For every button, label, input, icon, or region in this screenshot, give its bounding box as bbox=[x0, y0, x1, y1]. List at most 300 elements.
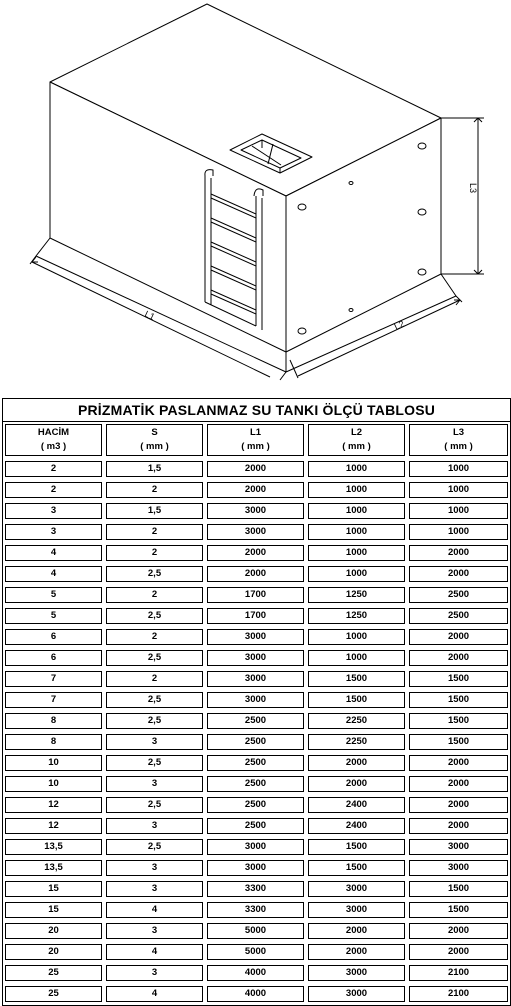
cell-value: 2400 bbox=[308, 797, 405, 813]
cell-value: 2500 bbox=[207, 755, 304, 771]
cell-value: 1,5 bbox=[106, 503, 203, 519]
table-row bbox=[3, 900, 510, 921]
table-cell bbox=[407, 459, 510, 480]
cell-value: 1500 bbox=[308, 671, 405, 687]
cell-value: 3000 bbox=[207, 671, 304, 687]
cell-value: 2000 bbox=[207, 482, 304, 498]
cell-value: 2500 bbox=[409, 608, 508, 624]
table-cell bbox=[306, 690, 407, 711]
table-cell bbox=[407, 963, 510, 984]
column-header-unit: ( m3 ) bbox=[40, 441, 67, 452]
cell-value: 3 bbox=[5, 503, 102, 519]
table-row bbox=[3, 942, 510, 963]
table-cell bbox=[306, 753, 407, 774]
cell-value: 12 bbox=[5, 818, 102, 834]
cell-value: 3000 bbox=[207, 650, 304, 666]
cell-value: 3 bbox=[106, 818, 203, 834]
cell-value: 2500 bbox=[207, 734, 304, 750]
table-cell bbox=[407, 816, 510, 837]
cell-value: 1500 bbox=[409, 881, 508, 897]
table-cell bbox=[104, 942, 205, 963]
cell-value: 2 bbox=[5, 482, 102, 498]
table-cell bbox=[306, 837, 407, 858]
cell-value: 2,5 bbox=[106, 650, 203, 666]
cell-value: 15 bbox=[5, 902, 102, 918]
table-cell bbox=[205, 900, 306, 921]
column-header-name: L2 bbox=[350, 427, 363, 438]
cell-value: 10 bbox=[5, 776, 102, 792]
table-cell bbox=[407, 984, 510, 1005]
column-header bbox=[306, 422, 407, 459]
table-cell bbox=[205, 711, 306, 732]
table-row bbox=[3, 753, 510, 774]
table-cell bbox=[104, 480, 205, 501]
table-cell bbox=[104, 900, 205, 921]
table-cell bbox=[104, 879, 205, 900]
table-cell bbox=[306, 732, 407, 753]
column-header bbox=[205, 422, 306, 459]
cell-value: 3000 bbox=[207, 503, 304, 519]
table-cell bbox=[3, 795, 104, 816]
cell-value: 3 bbox=[106, 734, 203, 750]
cell-value: 1500 bbox=[409, 671, 508, 687]
table-cell bbox=[3, 837, 104, 858]
cell-value: 2000 bbox=[308, 776, 405, 792]
cell-value: 2000 bbox=[409, 650, 508, 666]
table-cell bbox=[104, 816, 205, 837]
column-header-unit: ( mm ) bbox=[241, 441, 270, 452]
cell-value: 6 bbox=[5, 629, 102, 645]
cell-value: 4 bbox=[106, 944, 203, 960]
tank-drawing bbox=[0, 0, 511, 395]
cell-value: 20 bbox=[5, 923, 102, 939]
table-cell bbox=[306, 459, 407, 480]
table-cell bbox=[205, 627, 306, 648]
table-cell bbox=[306, 900, 407, 921]
table-cell bbox=[3, 900, 104, 921]
cell-value: 3000 bbox=[207, 860, 304, 876]
table-cell bbox=[306, 543, 407, 564]
cell-value: 15 bbox=[5, 881, 102, 897]
cell-value: 5000 bbox=[207, 944, 304, 960]
column-header-name: L1 bbox=[249, 427, 262, 438]
table-row bbox=[3, 648, 510, 669]
table-cell bbox=[205, 522, 306, 543]
table-cell bbox=[3, 606, 104, 627]
cell-value: 1000 bbox=[308, 650, 405, 666]
cell-value: 2,5 bbox=[106, 713, 203, 729]
cell-value: 2500 bbox=[207, 818, 304, 834]
table-row bbox=[3, 501, 510, 522]
label-l2: L2 bbox=[392, 318, 406, 332]
table-cell bbox=[205, 585, 306, 606]
table-cell bbox=[205, 564, 306, 585]
cell-value: 4000 bbox=[207, 986, 304, 1002]
table-row bbox=[3, 774, 510, 795]
table-cell bbox=[3, 711, 104, 732]
cell-value: 2500 bbox=[409, 587, 508, 603]
table-cell bbox=[104, 564, 205, 585]
table-cell bbox=[104, 753, 205, 774]
table-cell bbox=[407, 648, 510, 669]
column-header bbox=[3, 422, 104, 459]
cell-value: 2500 bbox=[207, 797, 304, 813]
table-cell bbox=[104, 648, 205, 669]
cell-value: 2250 bbox=[308, 713, 405, 729]
table-cell bbox=[407, 606, 510, 627]
table-cell bbox=[3, 501, 104, 522]
table-cell bbox=[306, 564, 407, 585]
cell-value: 3000 bbox=[308, 881, 405, 897]
cell-value: 3 bbox=[106, 776, 203, 792]
table-cell bbox=[205, 606, 306, 627]
table-cell bbox=[306, 858, 407, 879]
table-row bbox=[3, 963, 510, 984]
table-row bbox=[3, 543, 510, 564]
cell-value: 1000 bbox=[308, 503, 405, 519]
table-cell bbox=[205, 690, 306, 711]
table-cell bbox=[306, 921, 407, 942]
table-cell bbox=[205, 858, 306, 879]
cell-value: 20 bbox=[5, 944, 102, 960]
cell-value: 2 bbox=[106, 524, 203, 540]
table-cell bbox=[205, 921, 306, 942]
cell-value: 1000 bbox=[308, 545, 405, 561]
column-header-name: HACİM bbox=[37, 427, 70, 438]
table-cell bbox=[3, 816, 104, 837]
cell-value: 2000 bbox=[409, 755, 508, 771]
cell-value: 1000 bbox=[409, 482, 508, 498]
cell-value: 2250 bbox=[308, 734, 405, 750]
table-row bbox=[3, 921, 510, 942]
table-cell bbox=[306, 648, 407, 669]
table-cell bbox=[104, 795, 205, 816]
cell-value: 1000 bbox=[308, 482, 405, 498]
table-cell bbox=[3, 984, 104, 1005]
cell-value: 5000 bbox=[207, 923, 304, 939]
table-cell bbox=[3, 942, 104, 963]
table-cell bbox=[205, 648, 306, 669]
table-cell bbox=[306, 627, 407, 648]
table-cell bbox=[306, 480, 407, 501]
cell-value: 1500 bbox=[409, 902, 508, 918]
table-cell bbox=[3, 522, 104, 543]
table-cell bbox=[407, 795, 510, 816]
table-cell bbox=[306, 984, 407, 1005]
table-cell bbox=[306, 816, 407, 837]
table-cell bbox=[3, 564, 104, 585]
table-cell bbox=[3, 627, 104, 648]
table-cell bbox=[3, 480, 104, 501]
table-cell bbox=[3, 858, 104, 879]
cell-value: 3000 bbox=[308, 986, 405, 1002]
cell-value: 12 bbox=[5, 797, 102, 813]
cell-value: 3000 bbox=[207, 629, 304, 645]
table-cell bbox=[205, 732, 306, 753]
cell-value: 2 bbox=[106, 587, 203, 603]
table-cell bbox=[3, 648, 104, 669]
table-cell bbox=[407, 942, 510, 963]
column-header-unit: ( mm ) bbox=[140, 441, 169, 452]
cell-value: 2000 bbox=[207, 461, 304, 477]
cell-value: 3000 bbox=[409, 860, 508, 876]
cell-value: 2000 bbox=[207, 545, 304, 561]
table-cell bbox=[3, 963, 104, 984]
cell-value: 4 bbox=[5, 545, 102, 561]
cell-value: 1000 bbox=[409, 524, 508, 540]
cell-value: 2000 bbox=[308, 923, 405, 939]
cell-value: 3000 bbox=[308, 902, 405, 918]
table-cell bbox=[104, 963, 205, 984]
cell-value: 2000 bbox=[409, 923, 508, 939]
table-cell bbox=[205, 879, 306, 900]
table-cell bbox=[407, 753, 510, 774]
table-cell bbox=[104, 921, 205, 942]
table-cell bbox=[205, 984, 306, 1005]
table-row bbox=[3, 564, 510, 585]
table-cell bbox=[3, 459, 104, 480]
table-row bbox=[3, 480, 510, 501]
cell-value: 1500 bbox=[409, 713, 508, 729]
table-cell bbox=[205, 795, 306, 816]
table-row bbox=[3, 459, 510, 480]
column-header bbox=[104, 422, 205, 459]
table-cell bbox=[104, 543, 205, 564]
cell-value: 10 bbox=[5, 755, 102, 771]
cell-value: 5 bbox=[5, 608, 102, 624]
table-cell bbox=[306, 711, 407, 732]
cell-value: 3 bbox=[106, 860, 203, 876]
cell-value: 1000 bbox=[308, 461, 405, 477]
table-cell bbox=[407, 711, 510, 732]
cell-value: 2,5 bbox=[106, 566, 203, 582]
table-cell bbox=[104, 501, 205, 522]
table-cell bbox=[3, 669, 104, 690]
cell-value: 2,5 bbox=[106, 755, 203, 771]
table-cell bbox=[407, 774, 510, 795]
cell-value: 4 bbox=[106, 902, 203, 918]
table-row bbox=[3, 606, 510, 627]
table-cell bbox=[104, 732, 205, 753]
table-cell bbox=[205, 501, 306, 522]
table-cell bbox=[306, 606, 407, 627]
cell-value: 2000 bbox=[409, 776, 508, 792]
table-cell bbox=[104, 669, 205, 690]
table-cell bbox=[306, 501, 407, 522]
table-cell bbox=[104, 690, 205, 711]
table-cell bbox=[407, 501, 510, 522]
cell-value: 2400 bbox=[308, 818, 405, 834]
cell-value: 2500 bbox=[207, 713, 304, 729]
table-row bbox=[3, 732, 510, 753]
cell-value: 2000 bbox=[308, 944, 405, 960]
table-cell bbox=[407, 921, 510, 942]
cell-value: 1500 bbox=[409, 692, 508, 708]
cell-value: 1500 bbox=[409, 734, 508, 750]
cell-value: 3000 bbox=[207, 524, 304, 540]
cell-value: 3 bbox=[106, 965, 203, 981]
table-cell bbox=[407, 732, 510, 753]
cell-value: 3 bbox=[106, 923, 203, 939]
table-row bbox=[3, 858, 510, 879]
table-cell bbox=[205, 963, 306, 984]
table-cell bbox=[407, 627, 510, 648]
column-header-name: S bbox=[151, 427, 158, 438]
cell-value: 8 bbox=[5, 734, 102, 750]
table-cell bbox=[205, 837, 306, 858]
table-cell bbox=[3, 690, 104, 711]
table-row bbox=[3, 627, 510, 648]
cell-value: 2100 bbox=[409, 965, 508, 981]
cell-value: 2 bbox=[106, 545, 203, 561]
cell-value: 13,5 bbox=[5, 860, 102, 876]
table-cell bbox=[205, 543, 306, 564]
table-cell bbox=[407, 837, 510, 858]
table-cell bbox=[3, 732, 104, 753]
column-header-unit: ( mm ) bbox=[342, 441, 371, 452]
cell-value: 2000 bbox=[409, 944, 508, 960]
label-l3: L3 bbox=[468, 183, 478, 194]
table-cell bbox=[104, 858, 205, 879]
table-cell bbox=[306, 879, 407, 900]
cell-value: 1,5 bbox=[106, 461, 203, 477]
table-cell bbox=[407, 900, 510, 921]
table-row bbox=[3, 984, 510, 1005]
table-cell bbox=[306, 795, 407, 816]
cell-value: 3000 bbox=[308, 965, 405, 981]
table-cell bbox=[407, 585, 510, 606]
dimension-table-container bbox=[2, 398, 509, 1006]
table-cell bbox=[205, 459, 306, 480]
table-row bbox=[3, 795, 510, 816]
cell-value: 1500 bbox=[308, 839, 405, 855]
table-cell bbox=[104, 837, 205, 858]
cell-value: 2000 bbox=[409, 818, 508, 834]
cell-value: 2000 bbox=[207, 566, 304, 582]
table-cell bbox=[407, 879, 510, 900]
table-row bbox=[3, 585, 510, 606]
table-cell bbox=[407, 543, 510, 564]
cell-value: 3000 bbox=[207, 692, 304, 708]
cell-value: 1500 bbox=[308, 860, 405, 876]
table-cell bbox=[104, 627, 205, 648]
cell-value: 2 bbox=[106, 629, 203, 645]
table-cell bbox=[205, 669, 306, 690]
cell-value: 2000 bbox=[409, 545, 508, 561]
table-row bbox=[3, 522, 510, 543]
table-header-row bbox=[3, 422, 510, 459]
table-cell bbox=[104, 711, 205, 732]
cell-value: 1000 bbox=[409, 503, 508, 519]
table-cell bbox=[3, 585, 104, 606]
table-cell bbox=[205, 753, 306, 774]
table-row bbox=[3, 837, 510, 858]
table-cell bbox=[407, 522, 510, 543]
cell-value: 2000 bbox=[409, 797, 508, 813]
table-cell bbox=[306, 522, 407, 543]
cell-value: 1250 bbox=[308, 608, 405, 624]
table-cell bbox=[407, 480, 510, 501]
cell-value: 2000 bbox=[409, 629, 508, 645]
table-row bbox=[3, 690, 510, 711]
cell-value: 1000 bbox=[409, 461, 508, 477]
table-cell bbox=[407, 690, 510, 711]
label-l1: L1 bbox=[143, 308, 157, 323]
dimension-table bbox=[2, 398, 511, 1006]
table-row bbox=[3, 711, 510, 732]
cell-value: 7 bbox=[5, 671, 102, 687]
cell-value: 2 bbox=[106, 671, 203, 687]
cell-value: 25 bbox=[5, 965, 102, 981]
cell-value: 5 bbox=[5, 587, 102, 603]
cell-value: 2 bbox=[106, 482, 203, 498]
table-cell bbox=[407, 669, 510, 690]
cell-value: 3000 bbox=[207, 839, 304, 855]
cell-value: 2100 bbox=[409, 986, 508, 1002]
cell-value: 2000 bbox=[308, 755, 405, 771]
cell-value: 3 bbox=[5, 524, 102, 540]
cell-value: 1000 bbox=[308, 524, 405, 540]
cell-value: 2000 bbox=[409, 566, 508, 582]
cell-value: 3000 bbox=[409, 839, 508, 855]
table-cell bbox=[306, 585, 407, 606]
table-cell bbox=[104, 984, 205, 1005]
cell-value: 13,5 bbox=[5, 839, 102, 855]
cell-value: 4 bbox=[5, 566, 102, 582]
table-cell bbox=[104, 459, 205, 480]
cell-value: 6 bbox=[5, 650, 102, 666]
cell-value: 1250 bbox=[308, 587, 405, 603]
table-row bbox=[3, 816, 510, 837]
cell-value: 25 bbox=[5, 986, 102, 1002]
column-header-name: L3 bbox=[452, 427, 465, 438]
table-cell bbox=[3, 921, 104, 942]
table-cell bbox=[104, 522, 205, 543]
cell-value: 2,5 bbox=[106, 692, 203, 708]
cell-value: 7 bbox=[5, 692, 102, 708]
table-cell bbox=[205, 942, 306, 963]
cell-value: 1700 bbox=[207, 587, 304, 603]
table-title: PRİZMATİK PASLANMAZ SU TANKI ÖLÇÜ TABLOSU bbox=[3, 399, 510, 422]
table-cell bbox=[306, 942, 407, 963]
column-header bbox=[407, 422, 510, 459]
table-row bbox=[3, 879, 510, 900]
table-cell bbox=[306, 669, 407, 690]
cell-value: 4 bbox=[106, 986, 203, 1002]
column-header-unit: ( mm ) bbox=[444, 441, 473, 452]
cell-value: 2500 bbox=[207, 776, 304, 792]
table-cell bbox=[407, 858, 510, 879]
table-cell bbox=[104, 606, 205, 627]
cell-value: 3 bbox=[106, 881, 203, 897]
cell-value: 2 bbox=[5, 461, 102, 477]
cell-value: 2,5 bbox=[106, 608, 203, 624]
table-cell bbox=[3, 753, 104, 774]
cell-value: 1000 bbox=[308, 566, 405, 582]
table-row bbox=[3, 669, 510, 690]
cell-value: 3300 bbox=[207, 881, 304, 897]
table-body bbox=[3, 459, 510, 1005]
cell-value: 2,5 bbox=[106, 797, 203, 813]
cell-value: 1700 bbox=[207, 608, 304, 624]
table-cell bbox=[104, 585, 205, 606]
cell-value: 4000 bbox=[207, 965, 304, 981]
cell-value: 8 bbox=[5, 713, 102, 729]
table-cell bbox=[205, 816, 306, 837]
table-cell bbox=[306, 963, 407, 984]
cell-value: 1000 bbox=[308, 629, 405, 645]
cell-value: 3300 bbox=[207, 902, 304, 918]
